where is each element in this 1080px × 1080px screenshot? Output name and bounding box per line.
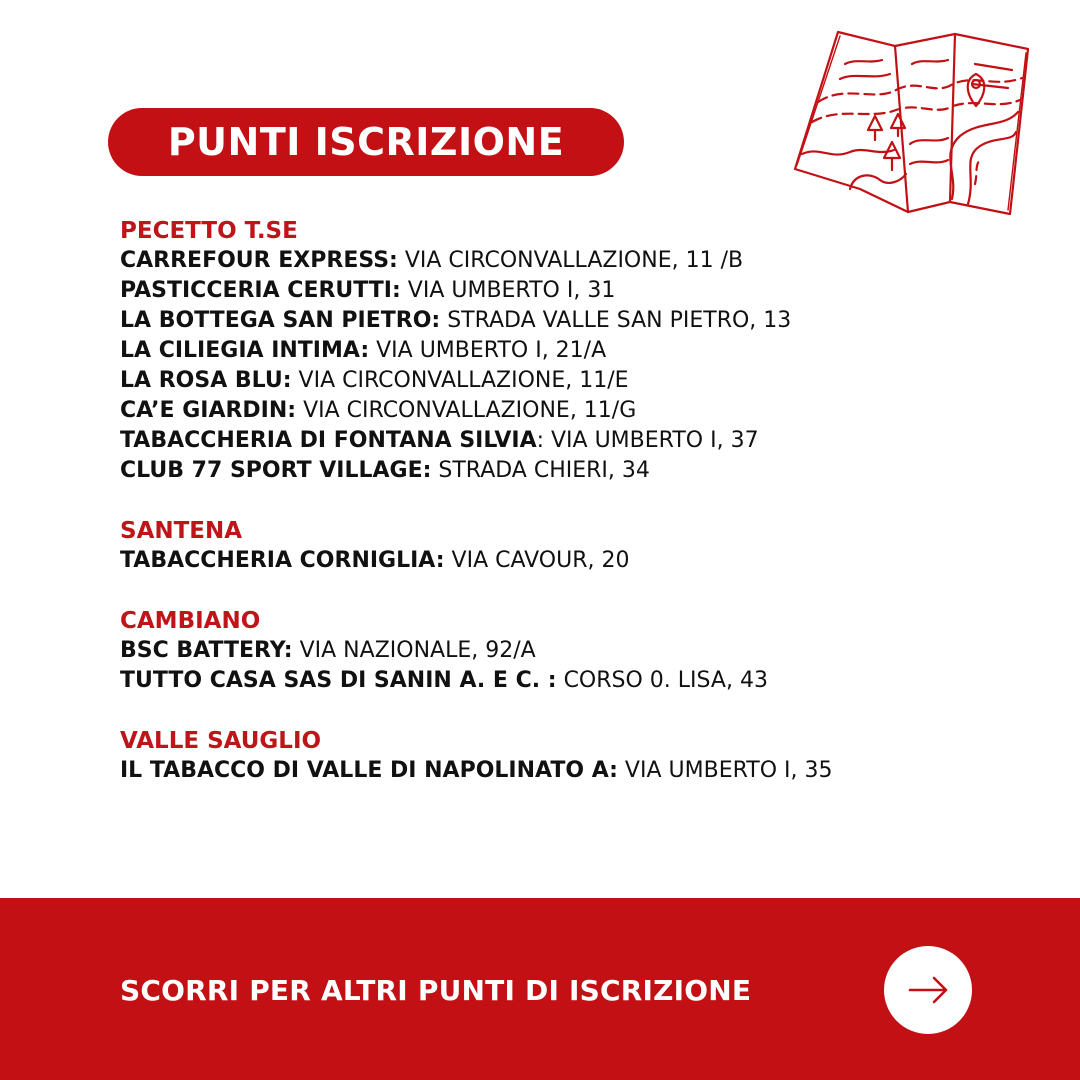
store-address: CORSO 0. LISA, 43 (556, 668, 768, 693)
store-name: LA CILIEGIA INTIMA: (120, 338, 370, 363)
store-address: VIA NAZIONALE, 92/A (292, 638, 536, 663)
city-heading: SANTENA (120, 518, 243, 544)
list-item (120, 276, 1020, 306)
store-name: LA BOTTEGA SAN PIETRO: (120, 308, 441, 333)
store-address: VIA UMBERTO I, 21/A (369, 338, 607, 363)
store-name: IL TABACCO DI VALLE DI NAPOLINATO A: (120, 758, 618, 783)
city-heading: VALLE SAUGLIO (120, 728, 322, 754)
section-cambiano (120, 606, 1020, 696)
store-address: VIA CIRCONVALLAZIONE, 11/G (296, 398, 637, 423)
store-name: CA’E GIARDIN: (120, 398, 297, 423)
store-address: STRADA VALLE SAN PIETRO, 13 (440, 308, 792, 333)
store-address: : VIA UMBERTO I, 37 (536, 428, 759, 453)
list-item (120, 666, 1020, 696)
list-item (120, 246, 1020, 276)
store-address: VIA UMBERTO I, 35 (617, 758, 833, 783)
list-item (120, 336, 1020, 366)
scroll-hint-text: SCORRI PER ALTRI PUNTI DI ISCRIZIONE (120, 974, 752, 1007)
arrow-right-icon (906, 968, 950, 1012)
footer-bar (0, 898, 1080, 1080)
store-name: LA ROSA BLU: (120, 368, 292, 393)
store-name: TABACCHERIA DI FONTANA SILVIA (120, 428, 537, 453)
list-item (120, 426, 1020, 456)
list-item (120, 306, 1020, 336)
page-title: PUNTI ISCRIZIONE (167, 120, 565, 164)
list-item (120, 546, 1020, 576)
store-name: CLUB 77 SPORT VILLAGE: (120, 458, 432, 483)
title-banner (108, 108, 624, 176)
store-address: VIA CIRCONVALLAZIONE, 11/E (291, 368, 629, 393)
store-address: VIA UMBERTO I, 31 (400, 278, 616, 303)
list-item (120, 756, 1020, 786)
list-item (120, 366, 1020, 396)
store-address: VIA CIRCONVALLAZIONE, 11 /B (397, 248, 744, 273)
list-item (120, 456, 1020, 486)
list-item (120, 636, 1020, 666)
store-address: STRADA CHIERI, 34 (431, 458, 650, 483)
section-pecetto (120, 216, 1020, 486)
store-name: BSC BATTERY: (120, 638, 293, 663)
map-icon (790, 24, 1035, 219)
list-item (120, 396, 1020, 426)
store-name: CARREFOUR EXPRESS: (120, 248, 398, 273)
city-heading: PECETTO T.SE (120, 218, 298, 244)
section-santena (120, 516, 1020, 576)
store-name: TABACCHERIA CORNIGLIA: (120, 548, 445, 573)
section-valle-sauglio (120, 726, 1020, 786)
store-name: TUTTO CASA SAS DI SANIN A. E C. : (120, 668, 557, 693)
store-address: VIA CAVOUR, 20 (444, 548, 630, 573)
locations-list (120, 216, 1020, 816)
next-page-button[interactable] (884, 946, 972, 1034)
city-heading: CAMBIANO (120, 608, 261, 634)
store-name: PASTICCERIA CERUTTI: (120, 278, 401, 303)
